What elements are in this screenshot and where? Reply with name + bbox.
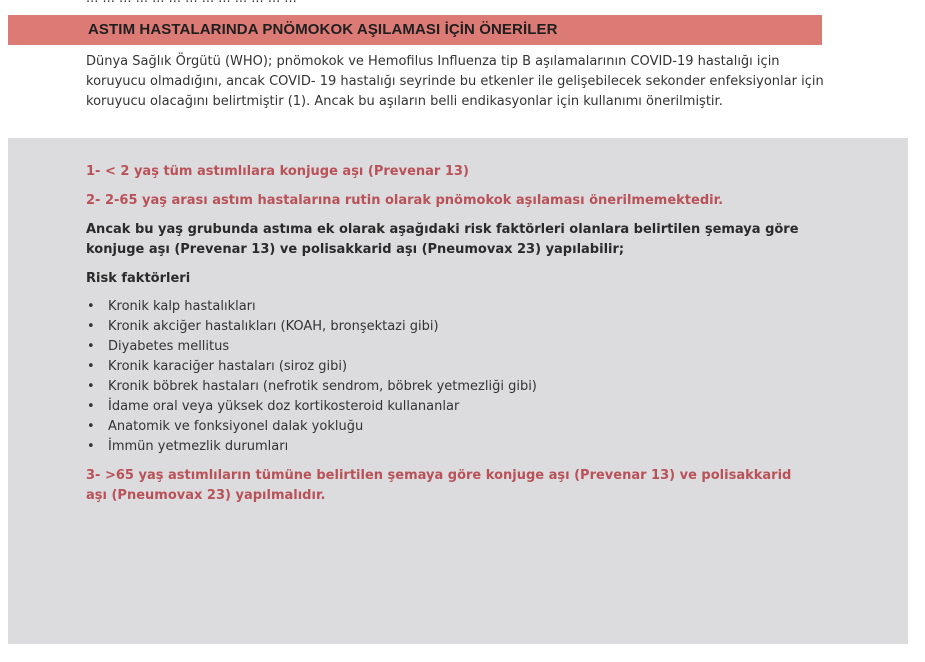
section-header-band (8, 15, 822, 45)
list-item (86, 437, 816, 457)
bullet-icon: • (87, 299, 95, 314)
previous-text-line-fragment (86, 0, 297, 6)
risk-factor-text: Kronik kalp hastalıkları (108, 299, 256, 314)
risk-factors-list (86, 297, 816, 457)
risk-factor-text: İmmün yetmezlik durumları (108, 439, 289, 454)
recommendations-content (86, 162, 816, 506)
risk-factor-text: Anatomik ve fonksiyonel dalak yokluğu (108, 419, 364, 434)
list-item (86, 377, 816, 397)
bullet-icon: • (87, 339, 95, 354)
risk-factor-text: Diyabetes mellitus (108, 339, 230, 354)
risk-factor-text: Kronik böbrek hastaları (nefrotik sendrom, böbrek yetmezliği gibi) (108, 379, 537, 394)
bullet-icon: • (87, 419, 95, 434)
bullet-icon: • (87, 379, 95, 394)
bullet-icon: • (87, 319, 95, 334)
bullet-icon: • (87, 439, 95, 454)
list-item (86, 297, 816, 317)
risk-factors-heading: Risk faktörleri (86, 271, 191, 286)
list-item (86, 397, 816, 417)
bullet-icon: • (87, 359, 95, 374)
list-item (86, 317, 816, 337)
risk-factor-text: Kronik akciğer hastalıkları (KOAH, bronşektazi gibi) (108, 319, 439, 334)
section-title: ASTIM HASTALARINDA PNÖMOKOK AŞILAMASI İÇİN ÖNERİLER (88, 21, 558, 38)
recommendations-panel (8, 138, 908, 644)
risk-group-note: Ancak bu yaş grubunda astıma ek olarak aşağıdaki risk faktörleri olanlara belirtilen şemaya göre konjuge aşı (Prevenar 13) ve polisakkarid aşı (Pneumovax 23) yapılabilir; (86, 222, 799, 257)
bullet-icon: • (87, 399, 95, 414)
list-item (86, 417, 816, 437)
intro-paragraph: Dünya Sağlık Örgütü (WHO); pnömokok ve Hemofilus Influenza tip B aşılamalarının COVID-19 hastalığı için koruyucu olmadığını, ancak COVID- 19 hastalığı seyrinde bu etkenler ile gelişebilecek sekonder enfeksiyonlar için koruyucu olacağını belirtmiştir (1). Ancak bu aşıların belli endikasyonlar için kullanımı önerilmiştir. (86, 54, 824, 109)
list-item (86, 357, 816, 377)
list-item (86, 337, 816, 357)
risk-factor-text: Kronik karaciğer hastaları (siroz gibi) (108, 359, 348, 374)
recommendation-2: 2- 2-65 yaş arası astım hastalarına rutin olarak pnömokok aşılaması önerilmemektedir. (86, 193, 724, 208)
recommendation-1: 1- < 2 yaş tüm astımlılara konjuge aşı (Prevenar 13) (86, 164, 469, 179)
risk-factor-text: İdame oral veya yüksek doz kortikosteroid kullananlar (108, 399, 460, 414)
recommendation-3: 3- >65 yaş astımlıların tümüne belirtilen şemaya göre konjuge aşı (Prevenar 13) ve polisakkarid aşı (Pneumovax 23) yapılmalıdır. (86, 468, 792, 503)
